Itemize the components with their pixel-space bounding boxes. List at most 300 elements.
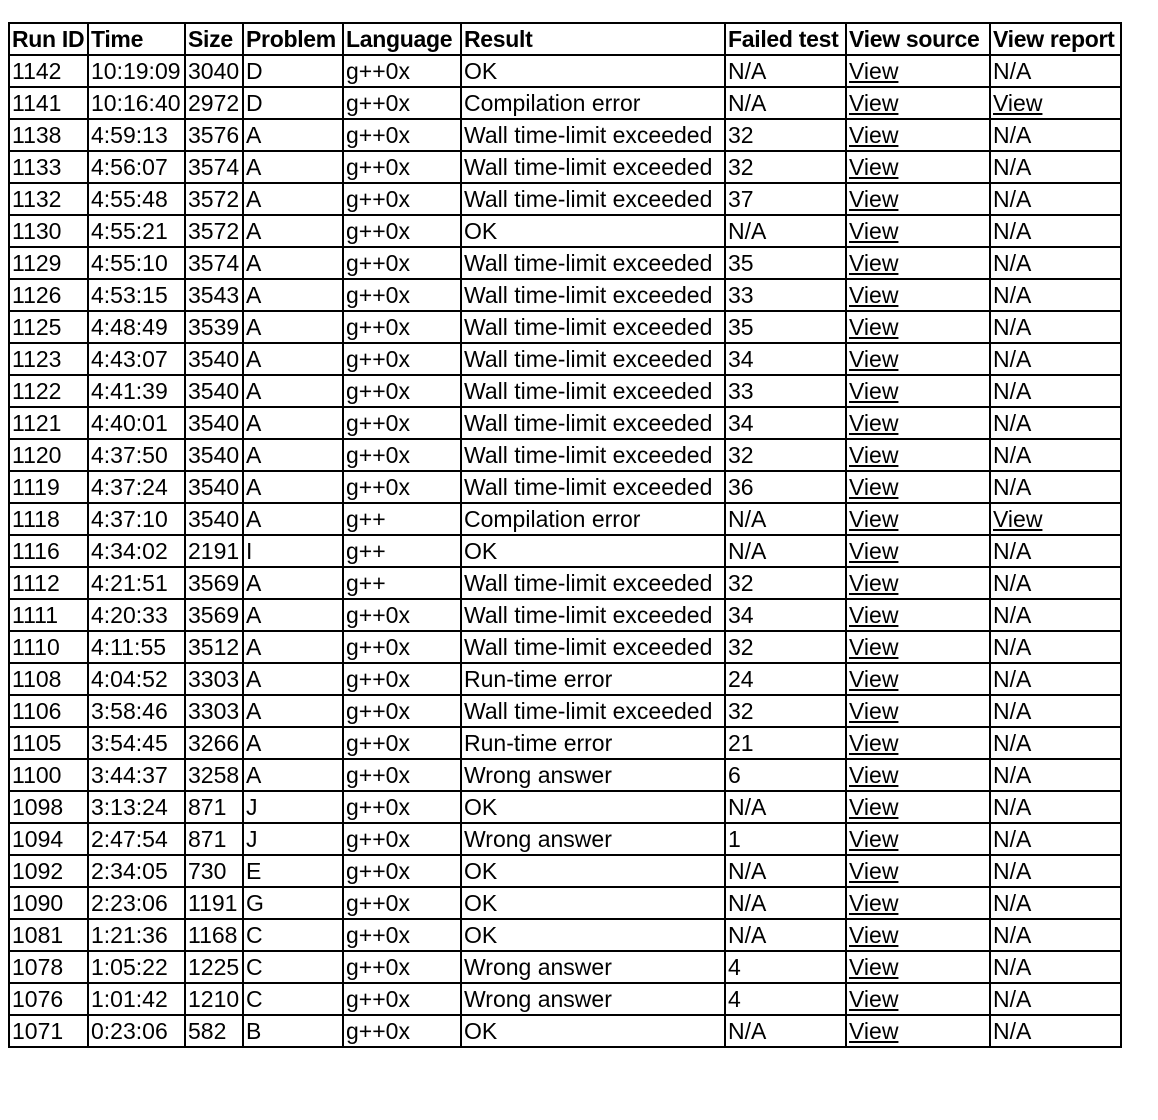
cell-failed-test: 6	[725, 759, 846, 791]
cell-view-source	[846, 311, 990, 343]
cell-failed-test: N/A	[725, 215, 846, 247]
cell-size: 2972	[185, 87, 243, 119]
cell-problem: A	[243, 727, 343, 759]
cell-size: 3572	[185, 183, 243, 215]
cell-view-report: N/A	[990, 247, 1121, 279]
cell-time: 4:37:10	[88, 503, 185, 535]
view-source-link[interactable]: View	[849, 154, 899, 180]
cell-problem: A	[243, 247, 343, 279]
cell-problem: A	[243, 343, 343, 375]
header-view-report: View report	[990, 23, 1121, 55]
cell-run-id: 1081	[9, 919, 88, 951]
table-row	[9, 471, 1121, 503]
cell-language: g++0x	[343, 183, 461, 215]
cell-view-source	[846, 727, 990, 759]
cell-view-source	[846, 759, 990, 791]
cell-problem: A	[243, 503, 343, 535]
cell-failed-test: 4	[725, 983, 846, 1015]
view-source-link[interactable]: View	[849, 250, 899, 276]
cell-view-source	[846, 791, 990, 823]
cell-failed-test: 32	[725, 439, 846, 471]
cell-run-id: 1098	[9, 791, 88, 823]
view-source-link[interactable]: View	[849, 122, 899, 148]
cell-language: g++0x	[343, 695, 461, 727]
cell-failed-test: N/A	[725, 791, 846, 823]
cell-time: 4:37:50	[88, 439, 185, 471]
cell-problem: A	[243, 119, 343, 151]
table-row	[9, 247, 1121, 279]
view-source-link[interactable]: View	[849, 58, 899, 84]
cell-run-id: 1119	[9, 471, 88, 503]
cell-result: Wall time-limit exceeded	[461, 695, 725, 727]
view-source-link[interactable]: View	[849, 602, 899, 628]
view-source-link[interactable]: View	[849, 346, 899, 372]
table-row	[9, 375, 1121, 407]
cell-size: 3540	[185, 503, 243, 535]
cell-run-id: 1132	[9, 183, 88, 215]
view-source-link[interactable]: View	[849, 218, 899, 244]
cell-size: 3574	[185, 247, 243, 279]
cell-run-id: 1105	[9, 727, 88, 759]
cell-time: 4:37:24	[88, 471, 185, 503]
cell-language: g++0x	[343, 791, 461, 823]
cell-result: OK	[461, 791, 725, 823]
cell-result: Wall time-limit exceeded	[461, 407, 725, 439]
cell-time: 4:55:10	[88, 247, 185, 279]
cell-failed-test: N/A	[725, 887, 846, 919]
view-source-link[interactable]: View	[849, 282, 899, 308]
view-source-link[interactable]: View	[849, 186, 899, 212]
view-source-link[interactable]: View	[849, 794, 899, 820]
cell-view-report: N/A	[990, 695, 1121, 727]
cell-time: 4:56:07	[88, 151, 185, 183]
cell-run-id: 1142	[9, 55, 88, 87]
cell-view-source	[846, 247, 990, 279]
cell-view-source	[846, 407, 990, 439]
header-failed-test: Failed test	[725, 23, 846, 55]
cell-time: 4:41:39	[88, 375, 185, 407]
cell-failed-test: 35	[725, 247, 846, 279]
cell-view-report: N/A	[990, 759, 1121, 791]
cell-run-id: 1112	[9, 567, 88, 599]
cell-view-source	[846, 695, 990, 727]
table-row	[9, 823, 1121, 855]
cell-failed-test: 32	[725, 151, 846, 183]
cell-failed-test: 32	[725, 695, 846, 727]
header-size: Size	[185, 23, 243, 55]
cell-view-source	[846, 503, 990, 535]
cell-size: 1168	[185, 919, 243, 951]
cell-size: 2191	[185, 535, 243, 567]
cell-result: Wall time-limit exceeded	[461, 567, 725, 599]
cell-view-source	[846, 183, 990, 215]
cell-problem: D	[243, 55, 343, 87]
cell-run-id: 1141	[9, 87, 88, 119]
cell-view-report: N/A	[990, 823, 1121, 855]
cell-view-report: N/A	[990, 919, 1121, 951]
cell-run-id: 1090	[9, 887, 88, 919]
cell-run-id: 1100	[9, 759, 88, 791]
view-source-link[interactable]: View	[849, 474, 899, 500]
cell-problem: C	[243, 983, 343, 1015]
cell-run-id: 1121	[9, 407, 88, 439]
cell-language: g++0x	[343, 279, 461, 311]
table-row	[9, 887, 1121, 919]
cell-language: g++0x	[343, 311, 461, 343]
view-source-link[interactable]: View	[849, 986, 899, 1012]
cell-result: Wall time-limit exceeded	[461, 151, 725, 183]
cell-failed-test: N/A	[725, 87, 846, 119]
cell-view-report: N/A	[990, 343, 1121, 375]
cell-language: g++	[343, 503, 461, 535]
cell-time: 4:34:02	[88, 535, 185, 567]
cell-run-id: 1108	[9, 663, 88, 695]
cell-view-source	[846, 343, 990, 375]
header-time: Time	[88, 23, 185, 55]
cell-view-report: N/A	[990, 983, 1121, 1015]
cell-size: 3540	[185, 471, 243, 503]
cell-language: g++0x	[343, 1015, 461, 1047]
cell-view-source	[846, 151, 990, 183]
cell-view-report	[990, 503, 1121, 535]
view-source-link[interactable]: View	[849, 378, 899, 404]
cell-language: g++0x	[343, 407, 461, 439]
cell-run-id: 1076	[9, 983, 88, 1015]
cell-time: 10:19:09	[88, 55, 185, 87]
view-source-link[interactable]: View	[849, 954, 899, 980]
cell-time: 1:21:36	[88, 919, 185, 951]
cell-view-source	[846, 855, 990, 887]
runs-table-body	[9, 55, 1121, 1047]
cell-view-report: N/A	[990, 119, 1121, 151]
cell-size: 1191	[185, 887, 243, 919]
cell-view-source	[846, 535, 990, 567]
cell-view-report: N/A	[990, 535, 1121, 567]
cell-problem: A	[243, 279, 343, 311]
cell-language: g++0x	[343, 375, 461, 407]
cell-problem: A	[243, 599, 343, 631]
view-source-link[interactable]: View	[849, 922, 899, 948]
table-row	[9, 791, 1121, 823]
cell-problem: C	[243, 951, 343, 983]
table-row	[9, 727, 1121, 759]
cell-problem: A	[243, 311, 343, 343]
cell-run-id: 1118	[9, 503, 88, 535]
cell-run-id: 1111	[9, 599, 88, 631]
cell-language: g++0x	[343, 151, 461, 183]
cell-run-id: 1130	[9, 215, 88, 247]
cell-language: g++0x	[343, 919, 461, 951]
cell-view-source	[846, 823, 990, 855]
cell-problem: A	[243, 439, 343, 471]
cell-result: Wrong answer	[461, 951, 725, 983]
runs-table-container	[8, 22, 1122, 1048]
cell-result: Wrong answer	[461, 759, 725, 791]
header-row	[9, 23, 1121, 55]
cell-view-report: N/A	[990, 631, 1121, 663]
view-source-link[interactable]: View	[849, 666, 899, 692]
cell-result: Wall time-limit exceeded	[461, 247, 725, 279]
cell-run-id: 1078	[9, 951, 88, 983]
cell-time: 4:04:52	[88, 663, 185, 695]
cell-run-id: 1092	[9, 855, 88, 887]
cell-problem: A	[243, 631, 343, 663]
cell-view-report: N/A	[990, 375, 1121, 407]
view-report-link[interactable]: View	[993, 506, 1043, 532]
cell-problem: A	[243, 471, 343, 503]
table-row	[9, 87, 1121, 119]
cell-result: Compilation error	[461, 503, 725, 535]
cell-problem: B	[243, 1015, 343, 1047]
table-row	[9, 503, 1121, 535]
cell-size: 3576	[185, 119, 243, 151]
cell-time: 4:43:07	[88, 343, 185, 375]
view-source-link[interactable]: View	[849, 314, 899, 340]
cell-run-id: 1110	[9, 631, 88, 663]
cell-time: 4:53:15	[88, 279, 185, 311]
cell-size: 3540	[185, 375, 243, 407]
table-row	[9, 439, 1121, 471]
cell-view-source	[846, 471, 990, 503]
table-row	[9, 1015, 1121, 1047]
cell-view-report: N/A	[990, 1015, 1121, 1047]
cell-view-report: N/A	[990, 471, 1121, 503]
cell-view-report: N/A	[990, 887, 1121, 919]
cell-result: Wall time-limit exceeded	[461, 631, 725, 663]
cell-failed-test: N/A	[725, 919, 846, 951]
cell-language: g++0x	[343, 631, 461, 663]
cell-time: 4:55:48	[88, 183, 185, 215]
table-row	[9, 407, 1121, 439]
table-row	[9, 855, 1121, 887]
cell-result: Wall time-limit exceeded	[461, 439, 725, 471]
cell-failed-test: 36	[725, 471, 846, 503]
cell-view-report	[990, 87, 1121, 119]
cell-size: 3258	[185, 759, 243, 791]
table-row	[9, 695, 1121, 727]
cell-problem: C	[243, 919, 343, 951]
table-row	[9, 151, 1121, 183]
cell-view-report: N/A	[990, 951, 1121, 983]
cell-size: 871	[185, 823, 243, 855]
cell-size: 582	[185, 1015, 243, 1047]
cell-time: 4:55:21	[88, 215, 185, 247]
cell-view-source	[846, 631, 990, 663]
cell-language: g++0x	[343, 87, 461, 119]
cell-size: 3539	[185, 311, 243, 343]
cell-time: 1:01:42	[88, 983, 185, 1015]
cell-time: 4:48:49	[88, 311, 185, 343]
cell-time: 4:40:01	[88, 407, 185, 439]
cell-size: 3540	[185, 439, 243, 471]
cell-time: 2:23:06	[88, 887, 185, 919]
cell-failed-test: 24	[725, 663, 846, 695]
cell-failed-test: 4	[725, 951, 846, 983]
table-row	[9, 183, 1121, 215]
cell-result: Run-time error	[461, 663, 725, 695]
table-row	[9, 343, 1121, 375]
cell-failed-test: 32	[725, 567, 846, 599]
view-source-link[interactable]: View	[849, 698, 899, 724]
cell-failed-test: 34	[725, 599, 846, 631]
view-source-link[interactable]: View	[849, 730, 899, 756]
table-row	[9, 215, 1121, 247]
table-row	[9, 599, 1121, 631]
cell-result: OK	[461, 919, 725, 951]
cell-view-report: N/A	[990, 855, 1121, 887]
cell-view-report: N/A	[990, 407, 1121, 439]
cell-result: Wall time-limit exceeded	[461, 375, 725, 407]
cell-run-id: 1116	[9, 535, 88, 567]
cell-time: 4:20:33	[88, 599, 185, 631]
cell-failed-test: N/A	[725, 503, 846, 535]
cell-time: 3:58:46	[88, 695, 185, 727]
cell-run-id: 1120	[9, 439, 88, 471]
cell-view-source	[846, 663, 990, 695]
table-row	[9, 55, 1121, 87]
view-source-link[interactable]: View	[849, 826, 899, 852]
view-report-link[interactable]: View	[993, 90, 1043, 116]
cell-result: Compilation error	[461, 87, 725, 119]
cell-language: g++0x	[343, 663, 461, 695]
cell-view-source	[846, 983, 990, 1015]
cell-result: Wall time-limit exceeded	[461, 343, 725, 375]
view-source-link[interactable]: View	[849, 570, 899, 596]
table-row	[9, 311, 1121, 343]
cell-problem: A	[243, 183, 343, 215]
cell-result: Wall time-limit exceeded	[461, 183, 725, 215]
cell-failed-test: 35	[725, 311, 846, 343]
table-row	[9, 663, 1121, 695]
cell-size: 730	[185, 855, 243, 887]
cell-failed-test: N/A	[725, 535, 846, 567]
cell-failed-test: 32	[725, 119, 846, 151]
cell-result: Run-time error	[461, 727, 725, 759]
cell-view-source	[846, 1015, 990, 1047]
cell-language: g++	[343, 567, 461, 599]
table-row	[9, 567, 1121, 599]
cell-view-source	[846, 87, 990, 119]
cell-result: OK	[461, 887, 725, 919]
view-source-link[interactable]: View	[849, 890, 899, 916]
table-row	[9, 279, 1121, 311]
cell-result: OK	[461, 55, 725, 87]
view-source-link[interactable]: View	[849, 506, 899, 532]
cell-view-report: N/A	[990, 663, 1121, 695]
cell-problem: G	[243, 887, 343, 919]
cell-failed-test: 33	[725, 375, 846, 407]
table-row	[9, 119, 1121, 151]
cell-problem: A	[243, 375, 343, 407]
cell-language: g++0x	[343, 599, 461, 631]
cell-size: 3569	[185, 599, 243, 631]
cell-view-report: N/A	[990, 183, 1121, 215]
cell-run-id: 1123	[9, 343, 88, 375]
cell-view-report: N/A	[990, 55, 1121, 87]
table-row	[9, 759, 1121, 791]
cell-size: 3574	[185, 151, 243, 183]
cell-problem: A	[243, 407, 343, 439]
cell-time: 0:23:06	[88, 1015, 185, 1047]
cell-view-source	[846, 439, 990, 471]
cell-result: OK	[461, 1015, 725, 1047]
cell-problem: A	[243, 695, 343, 727]
cell-problem: E	[243, 855, 343, 887]
cell-result: Wall time-limit exceeded	[461, 311, 725, 343]
cell-run-id: 1106	[9, 695, 88, 727]
cell-problem: A	[243, 151, 343, 183]
cell-language: g++0x	[343, 727, 461, 759]
cell-view-source	[846, 919, 990, 951]
cell-problem: J	[243, 791, 343, 823]
cell-language: g++0x	[343, 855, 461, 887]
view-source-link[interactable]: View	[849, 442, 899, 468]
table-row	[9, 983, 1121, 1015]
header-result: Result	[461, 23, 725, 55]
cell-size: 3572	[185, 215, 243, 247]
cell-run-id: 1122	[9, 375, 88, 407]
cell-size: 3540	[185, 343, 243, 375]
runs-table	[8, 22, 1122, 1048]
cell-run-id: 1138	[9, 119, 88, 151]
view-source-link[interactable]: View	[849, 90, 899, 116]
cell-failed-test: 21	[725, 727, 846, 759]
cell-time: 1:05:22	[88, 951, 185, 983]
cell-language: g++0x	[343, 951, 461, 983]
cell-view-source	[846, 599, 990, 631]
cell-run-id: 1129	[9, 247, 88, 279]
cell-failed-test: N/A	[725, 855, 846, 887]
cell-language: g++0x	[343, 471, 461, 503]
cell-time: 4:11:55	[88, 631, 185, 663]
cell-result: Wall time-limit exceeded	[461, 279, 725, 311]
table-row	[9, 951, 1121, 983]
cell-view-report: N/A	[990, 791, 1121, 823]
view-source-link[interactable]: View	[849, 538, 899, 564]
view-source-link[interactable]: View	[849, 634, 899, 660]
cell-view-source	[846, 215, 990, 247]
cell-result: Wrong answer	[461, 983, 725, 1015]
view-source-link[interactable]: View	[849, 762, 899, 788]
cell-result: Wrong answer	[461, 823, 725, 855]
cell-view-source	[846, 55, 990, 87]
cell-failed-test: 37	[725, 183, 846, 215]
cell-view-source	[846, 887, 990, 919]
view-source-link[interactable]: View	[849, 410, 899, 436]
cell-size: 3040	[185, 55, 243, 87]
cell-language: g++0x	[343, 247, 461, 279]
cell-time: 4:21:51	[88, 567, 185, 599]
cell-problem: A	[243, 759, 343, 791]
cell-view-report: N/A	[990, 279, 1121, 311]
cell-language: g++0x	[343, 887, 461, 919]
cell-size: 3512	[185, 631, 243, 663]
cell-result: OK	[461, 535, 725, 567]
cell-language: g++	[343, 535, 461, 567]
cell-problem: J	[243, 823, 343, 855]
cell-view-source	[846, 279, 990, 311]
view-source-link[interactable]: View	[849, 1018, 899, 1044]
cell-view-source	[846, 375, 990, 407]
cell-failed-test: 32	[725, 631, 846, 663]
view-source-link[interactable]: View	[849, 858, 899, 884]
cell-language: g++0x	[343, 215, 461, 247]
cell-language: g++0x	[343, 823, 461, 855]
cell-view-report: N/A	[990, 727, 1121, 759]
header-run-id: Run ID	[9, 23, 88, 55]
cell-language: g++0x	[343, 439, 461, 471]
cell-run-id: 1133	[9, 151, 88, 183]
